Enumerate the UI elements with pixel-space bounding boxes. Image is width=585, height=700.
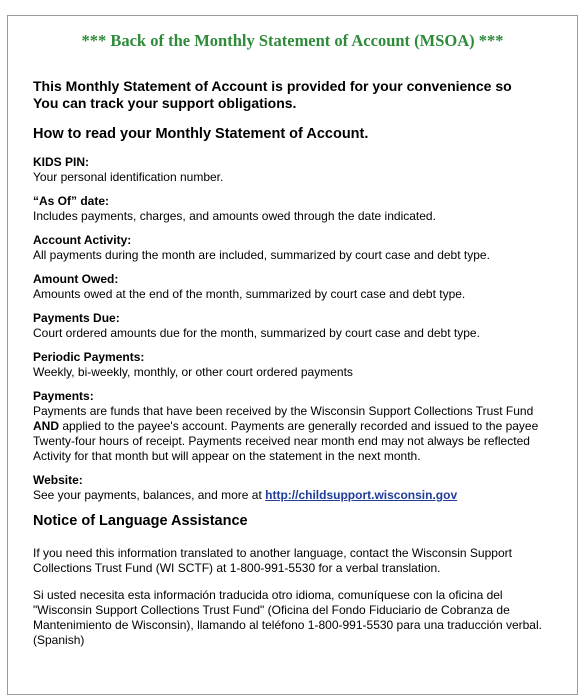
notice-english	[33, 546, 585, 576]
payments-line-4: Activity for that month but will appear on the statement in the next month.	[33, 449, 421, 463]
payments-line-2	[33, 419, 585, 434]
intro-line-2: You can track your support obligations.	[33, 95, 297, 111]
term-definition: Weekly, bi-weekly, monthly, or other court ordered payments	[33, 365, 353, 379]
notice-spanish	[33, 588, 585, 648]
notice-english-line-2: Collections Trust Fund (WI SCTF) at 1-800-991-5530 for a verbal translation.	[33, 561, 441, 575]
definition-payments-due	[33, 311, 585, 341]
payments-line-2-rest: applied to the payee's account. Payments are generally recorded and issued to the payee	[59, 419, 539, 433]
payments-line-3: Twenty-four hours of receipt. Payments received near month end may not always be reflected	[33, 434, 530, 448]
definition-kids-pin	[33, 155, 585, 185]
definition-payments	[33, 389, 585, 464]
definition-amount-owed	[33, 272, 585, 302]
notice-spanish-line-3: Mantenimiento de Wisconsin), llamando al teléfono 1-800-991-5530 para una traducción verbal.	[33, 618, 542, 632]
website-link[interactable]: http://childsupport.wisconsin.gov	[265, 488, 458, 502]
term-label: Account Activity:	[33, 233, 132, 247]
term-label: KIDS PIN:	[33, 155, 90, 169]
term-definition: Includes payments, charges, and amounts owed through the date indicated.	[33, 209, 436, 223]
payments-line-1: Payments are funds that have been received by the Wisconsin Support Collections Trust Fund	[33, 404, 534, 418]
definition-periodic-payments	[33, 350, 585, 380]
term-definition: Your personal identification number.	[33, 170, 224, 184]
term-label: Amount Owed:	[33, 272, 119, 286]
notice-heading: Notice of Language Assistance	[33, 513, 248, 529]
website-line	[33, 488, 585, 503]
definition-as-of-date	[33, 194, 585, 224]
how-to-heading: How to read your Monthly Statement of Account.	[33, 126, 369, 142]
term-definition: Court ordered amounts due for the month, summarized by court case and debt type.	[33, 326, 480, 340]
term-label: Payments:	[33, 389, 94, 403]
notice-spanish-line-2: "Wisconsin Support Collections Trust Fund" (Oficina del Fondo Fiduciario de Cobranza de	[33, 603, 510, 617]
page-title: *** Back of the Monthly Statement of Account (MSOA) ***	[81, 31, 504, 50]
term-label: Payments Due:	[33, 311, 120, 325]
notice-english-line-1: If you need this information translated to another language, contact the Wisconsin Support	[33, 546, 512, 560]
intro-line-1: This Monthly Statement of Account is provided for your convenience so	[33, 78, 512, 94]
definition-website	[33, 473, 585, 503]
document-body	[33, 78, 585, 660]
term-definition: Amounts owed at the end of the month, summarized by court case and debt type.	[33, 287, 466, 301]
website-text: See your payments, balances, and more at	[33, 488, 266, 502]
notice-spanish-line-1: Si usted necesita esta información traducida otro idioma, comuníquese con la oficina del	[33, 588, 503, 602]
term-label: “As Of” date:	[33, 194, 110, 208]
term-definition: All payments during the month are included, summarized by court case and debt type.	[33, 248, 490, 262]
and-emphasis: AND	[33, 419, 59, 433]
notice-spanish-line-4: (Spanish)	[33, 633, 85, 647]
term-label: Website:	[33, 473, 83, 487]
definition-account-activity	[33, 233, 585, 263]
term-label: Periodic Payments:	[33, 350, 145, 364]
